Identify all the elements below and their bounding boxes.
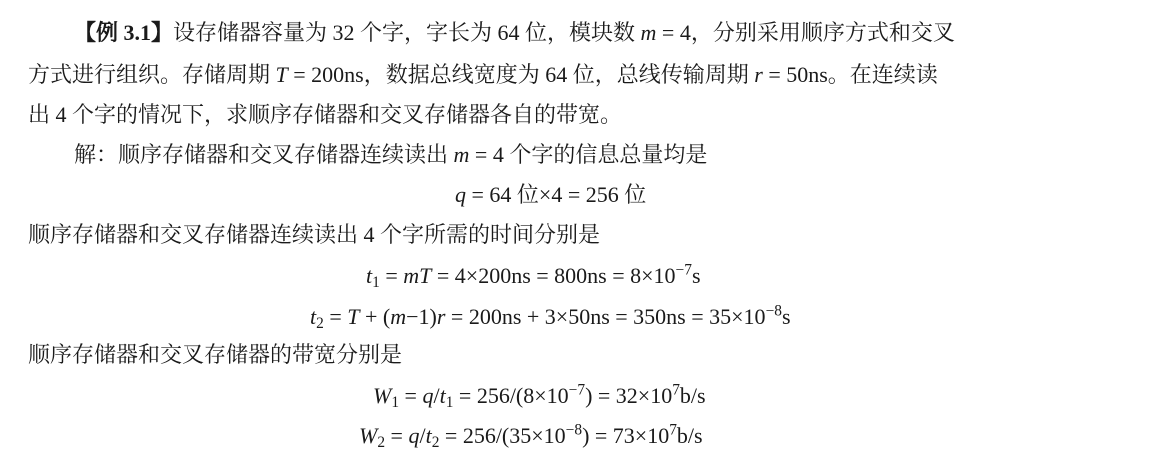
unit: b/s bbox=[676, 423, 703, 448]
solution-text: = 4 个字的信息总量均是 bbox=[469, 142, 708, 167]
unit: s bbox=[691, 263, 701, 288]
solution-intro bbox=[74, 140, 707, 170]
equation-q bbox=[455, 180, 646, 210]
subscript: 1 bbox=[372, 273, 380, 291]
variable-r: r bbox=[754, 62, 763, 87]
equation-text: = bbox=[399, 383, 423, 408]
problem-text: = 4，分别采用顺序方式和交叉 bbox=[656, 20, 955, 45]
unit: s bbox=[781, 304, 791, 329]
variable-t: t bbox=[439, 383, 446, 408]
equation-text: ) = 73×10 bbox=[582, 423, 670, 448]
problem-text: 方式进行组织。存储周期 bbox=[28, 62, 276, 87]
problem-text: = 200ns，数据总线宽度为 64 位，总线传输周期 bbox=[287, 62, 755, 87]
equation-text: / bbox=[419, 423, 426, 448]
equation-text: = bbox=[323, 304, 348, 329]
equation-text: ) = 32×10 bbox=[585, 383, 673, 408]
subscript: 2 bbox=[431, 433, 440, 451]
equation-t2 bbox=[310, 302, 791, 332]
variable-t: t bbox=[425, 423, 432, 448]
variable-q: q bbox=[422, 383, 434, 408]
problem-line-3 bbox=[28, 100, 622, 130]
equation-text: = bbox=[385, 423, 409, 448]
example-label: 【例 3.1】 bbox=[74, 20, 174, 45]
variable-W: W bbox=[359, 423, 378, 448]
variable-W: W bbox=[373, 383, 392, 408]
solution-text: 顺序存储器和交叉存储器连续读出 4 个字所需的时间分别是 bbox=[28, 222, 601, 247]
exponent: −7 bbox=[568, 381, 586, 399]
variable-r: r bbox=[436, 304, 446, 329]
exponent: 7 bbox=[672, 381, 680, 399]
equation-text: = 256/(35×10 bbox=[439, 423, 566, 448]
solution-text: 顺序存储器和交叉存储器的带宽分别是 bbox=[28, 342, 403, 367]
problem-text: 出 4 个字的情况下，求顺序存储器和交叉存储器各自的带宽。 bbox=[28, 102, 623, 127]
variable-t: t bbox=[310, 304, 317, 329]
equation-text: + ( bbox=[359, 304, 391, 329]
variable-m: m bbox=[640, 20, 657, 45]
equation-text: = 64 位×4 = 256 位 bbox=[466, 182, 647, 207]
subscript: 1 bbox=[391, 393, 400, 411]
equation-text: = 256/(8×10 bbox=[453, 383, 569, 408]
exponent: −8 bbox=[565, 421, 583, 439]
variable-m: m bbox=[453, 142, 470, 167]
unit: b/s bbox=[679, 383, 706, 408]
equation-w2 bbox=[359, 421, 703, 451]
problem-line-2 bbox=[28, 60, 938, 90]
equation-w1 bbox=[373, 381, 706, 411]
time-text bbox=[28, 220, 600, 250]
exponent: −7 bbox=[675, 261, 692, 279]
variable-t: t bbox=[366, 263, 373, 288]
problem-text: 设存储器容量为 32 个字，字长为 64 位，模块数 bbox=[173, 20, 641, 45]
equation-text: / bbox=[433, 383, 440, 408]
equation-text: = bbox=[379, 263, 404, 288]
problem-text: = 50ns。在连续读 bbox=[762, 62, 938, 87]
variable-T: T bbox=[275, 62, 288, 87]
equation-text: = 4×200ns = 800ns = 8×10 bbox=[431, 263, 676, 288]
variable-m: m bbox=[390, 304, 407, 329]
subscript: 2 bbox=[377, 433, 386, 451]
variable-mT: mT bbox=[403, 263, 432, 288]
exponent: −8 bbox=[765, 302, 782, 320]
variable-q: q bbox=[408, 423, 420, 448]
bandwidth-text bbox=[28, 340, 402, 370]
variable-T: T bbox=[347, 304, 360, 329]
exponent: 7 bbox=[669, 421, 677, 439]
subscript: 1 bbox=[445, 393, 454, 411]
equation-text: −1) bbox=[406, 304, 437, 329]
subscript: 2 bbox=[316, 314, 324, 332]
equation-t1 bbox=[366, 261, 701, 291]
equation-text: = 200ns + 3×50ns = 350ns = 35×10 bbox=[445, 304, 766, 329]
variable-q: q bbox=[455, 182, 466, 207]
problem-line-1 bbox=[74, 18, 955, 48]
solution-text: 解：顺序存储器和交叉存储器连续读出 bbox=[74, 142, 454, 167]
